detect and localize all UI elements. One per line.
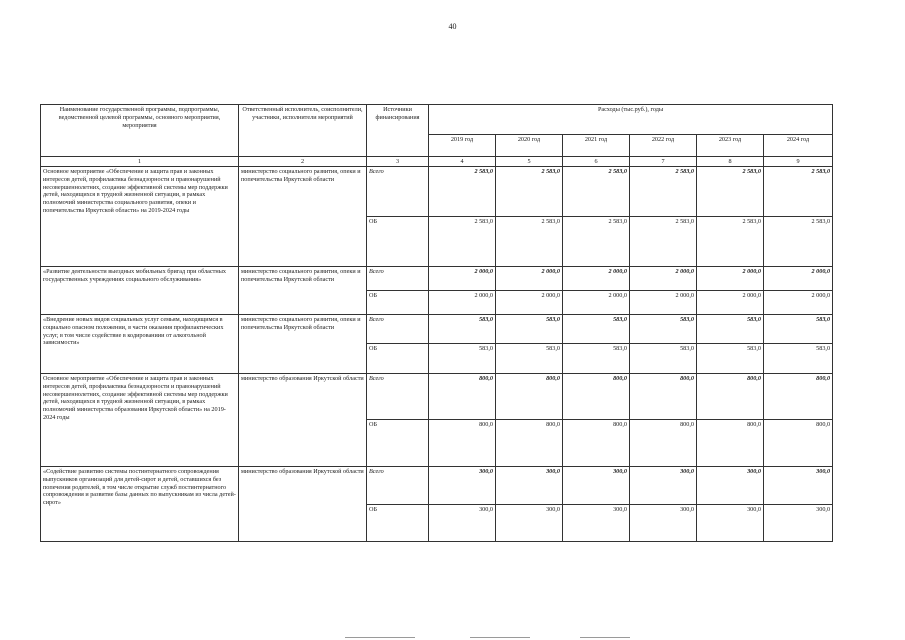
ob-value: 300,0 (496, 505, 563, 542)
total-value: 2 583,0 (563, 167, 630, 217)
header-year: 2022 год (630, 135, 697, 157)
total-value: 2 583,0 (697, 167, 764, 217)
ob-value: 583,0 (496, 344, 563, 374)
header-year: 2019 год (429, 135, 496, 157)
ob-value: 300,0 (764, 505, 833, 542)
ob-value: 300,0 (563, 505, 630, 542)
measure-executor: министерство социального развития, опеки и попечительства Иркутской области (239, 167, 367, 267)
source-total-label: Всего (367, 467, 429, 505)
measure-name: Основное мероприятие «Обеспечение и защита прав и законных интересов детей, профилактика безнадзорности и правонарушений несовершеннолетних, создание эффективной системы мер поддержки детей, находящихся в трудной жизненной ситуации, в рамках полномочий министерства социального развития, опеки и попечительства Иркутской области» на 2019-2024 годы (41, 167, 239, 267)
ob-value: 300,0 (697, 505, 764, 542)
header-year: 2021 год (563, 135, 630, 157)
ob-value: 800,0 (764, 420, 833, 467)
column-number: 4 (429, 157, 496, 167)
header-executor: Ответственный исполнитель, соисполнители, участники, исполнители мероприятий (239, 105, 367, 157)
ob-value: 800,0 (563, 420, 630, 467)
page-number: 40 (448, 22, 457, 31)
total-value: 2 000,0 (496, 267, 563, 291)
total-value: 583,0 (563, 315, 630, 344)
ob-value: 583,0 (429, 344, 496, 374)
ob-value: 2 000,0 (764, 291, 833, 315)
ob-value: 800,0 (429, 420, 496, 467)
ob-value: 2 583,0 (630, 217, 697, 267)
total-value: 800,0 (764, 374, 833, 420)
column-number: 7 (630, 157, 697, 167)
source-total-label: Всего (367, 267, 429, 291)
column-number: 1 (41, 157, 239, 167)
measure-name: «Содействие развитию системы постинтернатного сопровождения выпускников организаций для детей-сирот и детей, оставшихся без попечения родителей, в том числе открытие служб постинтернатного сопровождения и развитие базы данных по выпускникам из числа детей-сирот» (41, 467, 239, 542)
total-value: 800,0 (697, 374, 764, 420)
total-value: 800,0 (429, 374, 496, 420)
column-number: 6 (563, 157, 630, 167)
column-number: 5 (496, 157, 563, 167)
total-value: 2 000,0 (429, 267, 496, 291)
ob-value: 2 583,0 (429, 217, 496, 267)
ob-value: 2 000,0 (630, 291, 697, 315)
column-number: 3 (367, 157, 429, 167)
total-value: 300,0 (429, 467, 496, 505)
header-source: Источники финансирования (367, 105, 429, 157)
measure-name: «Развитие деятельности выездных мобильных бригад при областных государственных учреждениях социального обслуживания» (41, 267, 239, 315)
column-number: 9 (764, 157, 833, 167)
measure-executor: министерство социального развития, опеки и попечительства Иркутской области (239, 315, 367, 374)
total-value: 583,0 (697, 315, 764, 344)
ob-value: 2 583,0 (563, 217, 630, 267)
ob-value: 583,0 (764, 344, 833, 374)
total-value: 800,0 (496, 374, 563, 420)
measure-executor: министерство образования Иркутской области (239, 467, 367, 542)
header-year: 2020 год (496, 135, 563, 157)
total-value: 300,0 (764, 467, 833, 505)
source-total-label: Всего (367, 167, 429, 217)
total-value: 583,0 (764, 315, 833, 344)
total-value: 2 000,0 (697, 267, 764, 291)
expenses-table (40, 104, 833, 542)
total-value: 2 000,0 (764, 267, 833, 291)
header-year: 2023 год (697, 135, 764, 157)
total-value: 2 000,0 (630, 267, 697, 291)
measure-executor: министерство социального развития, опеки и попечительства Иркутской области (239, 267, 367, 315)
ob-value: 2 583,0 (496, 217, 563, 267)
total-value: 583,0 (429, 315, 496, 344)
header-year: 2024 год (764, 135, 833, 157)
total-value: 2 583,0 (496, 167, 563, 217)
column-number: 2 (239, 157, 367, 167)
ob-value: 2 583,0 (764, 217, 833, 267)
total-value: 2 583,0 (630, 167, 697, 217)
total-value: 2 000,0 (563, 267, 630, 291)
ob-value: 2 000,0 (429, 291, 496, 315)
scan-artifact (470, 637, 530, 638)
ob-value: 800,0 (697, 420, 764, 467)
measure-name: Основное мероприятие «Обеспечение и защита прав и законных интересов детей, профилактика безнадзорности и правонарушений несовершеннолетних, создание эффективной системы мер поддержки детей, находящихся в трудной жизненной ситуации, в рамках полномочий министерства образования Иркутской области» на 2019-2024 годы (41, 374, 239, 467)
measure-name: «Внедрение новых видов социальных услуг семьям, находящимся в социально опасном положении, в части оказания профилактических услуг, в том числе содействие в кодированиии от алкогольной зависимости» (41, 315, 239, 374)
total-value: 300,0 (630, 467, 697, 505)
ob-value: 800,0 (496, 420, 563, 467)
ob-value: 2 583,0 (697, 217, 764, 267)
source-ob-label: ОБ (367, 217, 429, 267)
scan-artifact (345, 637, 415, 638)
ob-value: 583,0 (563, 344, 630, 374)
ob-value: 800,0 (630, 420, 697, 467)
header-expenses: Расходы (тыс.руб.), годы (429, 105, 833, 135)
ob-value: 2 000,0 (697, 291, 764, 315)
source-ob-label: ОБ (367, 344, 429, 374)
total-value: 583,0 (496, 315, 563, 344)
ob-value: 300,0 (630, 505, 697, 542)
measure-executor: министерство образования Иркутской области (239, 374, 367, 467)
total-value: 2 583,0 (764, 167, 833, 217)
ob-value: 583,0 (630, 344, 697, 374)
ob-value: 300,0 (429, 505, 496, 542)
ob-value: 583,0 (697, 344, 764, 374)
header-name: Наименование государственной программы, подпрограммы, ведомственной целевой программы, основного мероприятия, мероприятия (41, 105, 239, 157)
total-value: 300,0 (563, 467, 630, 505)
source-ob-label: ОБ (367, 505, 429, 542)
total-value: 583,0 (630, 315, 697, 344)
total-value: 300,0 (496, 467, 563, 505)
source-ob-label: ОБ (367, 420, 429, 467)
total-value: 800,0 (630, 374, 697, 420)
ob-value: 2 000,0 (496, 291, 563, 315)
total-value: 800,0 (563, 374, 630, 420)
total-value: 2 583,0 (429, 167, 496, 217)
ob-value: 2 000,0 (563, 291, 630, 315)
source-ob-label: ОБ (367, 291, 429, 315)
source-total-label: Всего (367, 315, 429, 344)
source-total-label: Всего (367, 374, 429, 420)
column-number: 8 (697, 157, 764, 167)
total-value: 300,0 (697, 467, 764, 505)
scan-artifact (580, 637, 630, 638)
